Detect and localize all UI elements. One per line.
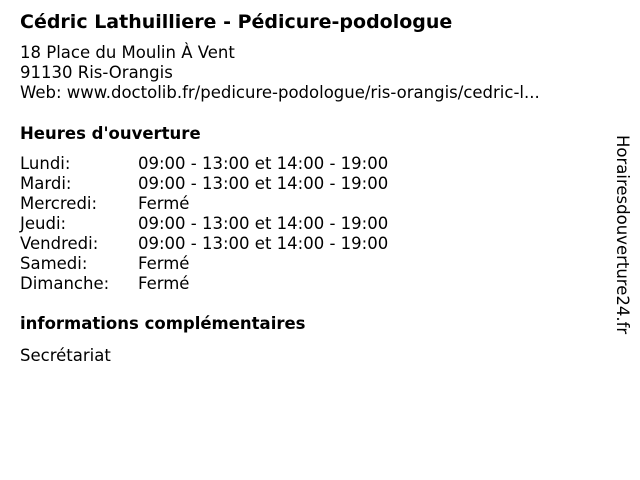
additional-info-text: Secrétariat	[20, 346, 111, 365]
day-label: Jeudi:	[20, 214, 67, 233]
hours-row-saturday	[20, 254, 388, 274]
hours-row-thursday	[20, 214, 388, 234]
day-label: Samedi:	[20, 254, 88, 273]
day-label: Vendredi:	[20, 234, 99, 253]
page-title: Cédric Lathuilliere - Pédicure-podologue	[20, 11, 453, 33]
hours-row-sunday	[20, 274, 388, 294]
opening-hours-heading: Heures d'ouverture	[20, 124, 201, 143]
website-link[interactable]: Web: www.doctolib.fr/pedicure-podologue/ris-orangis/cedric-l...	[20, 83, 540, 102]
day-label: Mercredi:	[20, 194, 98, 213]
address-city: 91130 Ris-Orangis	[20, 63, 173, 82]
day-hours: Fermé	[138, 194, 190, 213]
site-watermark: Horairesdouverture24.fr	[613, 135, 632, 335]
day-label: Lundi:	[20, 154, 71, 173]
day-hours: Fermé	[138, 274, 190, 293]
day-hours: 09:00 - 13:00 et 14:00 - 19:00	[138, 234, 389, 253]
opening-hours-list	[20, 154, 388, 294]
additional-info-heading: informations complémentaires	[20, 314, 306, 333]
hours-row-tuesday	[20, 174, 388, 194]
hours-row-monday	[20, 154, 388, 174]
address-street: 18 Place du Moulin À Vent	[20, 43, 235, 62]
day-hours: Fermé	[138, 254, 190, 273]
day-hours: 09:00 - 13:00 et 14:00 - 19:00	[138, 154, 389, 173]
day-hours: 09:00 - 13:00 et 14:00 - 19:00	[138, 214, 389, 233]
hours-row-friday	[20, 234, 388, 254]
business-address	[20, 43, 540, 103]
day-hours: 09:00 - 13:00 et 14:00 - 19:00	[138, 174, 389, 193]
day-label: Dimanche:	[20, 274, 110, 293]
day-label: Mardi:	[20, 174, 72, 193]
hours-row-wednesday	[20, 194, 388, 214]
